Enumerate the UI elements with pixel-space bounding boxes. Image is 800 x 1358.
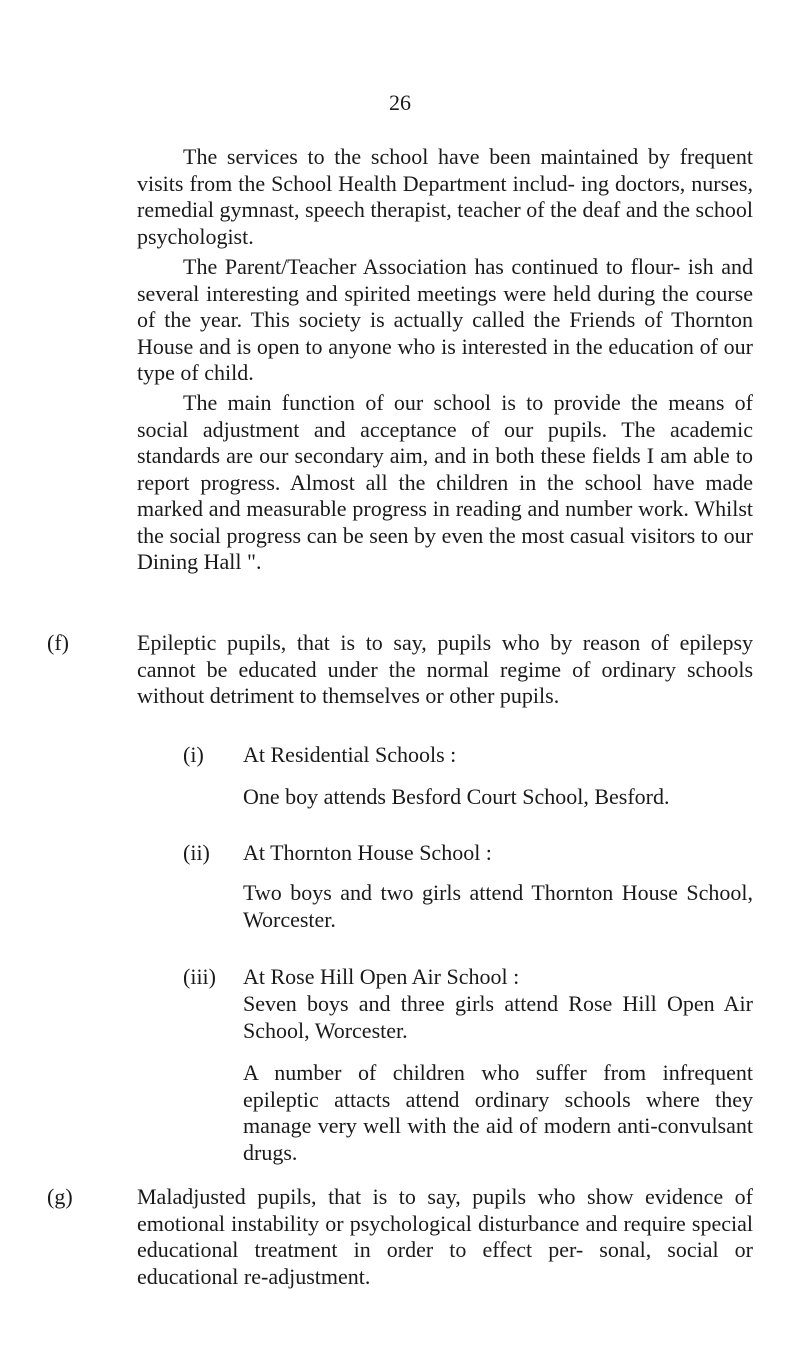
paragraph-main-function: The main function of our school is to provide the means of social adjustment and acceptance of our pupils. The academic standards are our secondary aim, and in both these fields I am able to report progress. Almost all the children in the school have made marked and measurable progress in reading and number work. Whilst the social progress can be seen by even the most casual visitors to our Dining Hall ". [137, 390, 753, 574]
section-f-marker: (f) [47, 630, 69, 655]
section-g-marker: (g) [47, 1184, 73, 1209]
item-ii-number: (ii) [183, 840, 210, 865]
item-i-heading: At Residential Schools : [243, 742, 457, 767]
paragraph-parent-teacher-association: The Parent/Teacher Association has continued to flour- ish and several interesting and spirited meetings were held during the course of the year. This society is actually called the Friends of Thornton House and is open to anyone who is interested in the education of our type of child. [137, 254, 753, 385]
page-number: 26 [389, 90, 411, 115]
item-iii-body: Seven boys and three girls attend Rose Hill Open Air School, Worcester. [243, 991, 753, 1043]
item-ii-body: Two boys and two girls attend Thornton House School, Worcester. [243, 880, 753, 932]
item-i-number: (i) [183, 742, 204, 767]
item-ii-heading: At Thornton House School : [243, 840, 492, 865]
paragraph-school-services: The services to the school have been maintained by frequent visits from the School Health Department includ- ing doctors, nurses, remedial gymnast, speech therapist, teacher of the deaf and the school psychologist. [137, 144, 753, 249]
item-iii-number: (iii) [183, 964, 216, 989]
section-g-maladjusted-pupils: Maladjusted pupils, that is to say, pupils who show evidence of emotional instability or psychological disturbance and require special educational treatment in order to effect per- sonal, social or educational re-adjustment. [137, 1184, 753, 1289]
item-iii-heading: At Rose Hill Open Air School : [243, 964, 520, 989]
anticonvulsant-note: A number of children who suffer from infrequent epileptic attacts attend ordinary schools where they manage very well with the aid of modern anti-convulsant drugs. [243, 1060, 753, 1165]
item-i-body: One boy attends Besford Court School, Besford. [243, 784, 670, 809]
section-f-epileptic-pupils: Epileptic pupils, that is to say, pupils who by reason of epilepsy cannot be educated under the normal regime of ordinary schools without detriment to themselves or other pupils. [137, 630, 753, 708]
